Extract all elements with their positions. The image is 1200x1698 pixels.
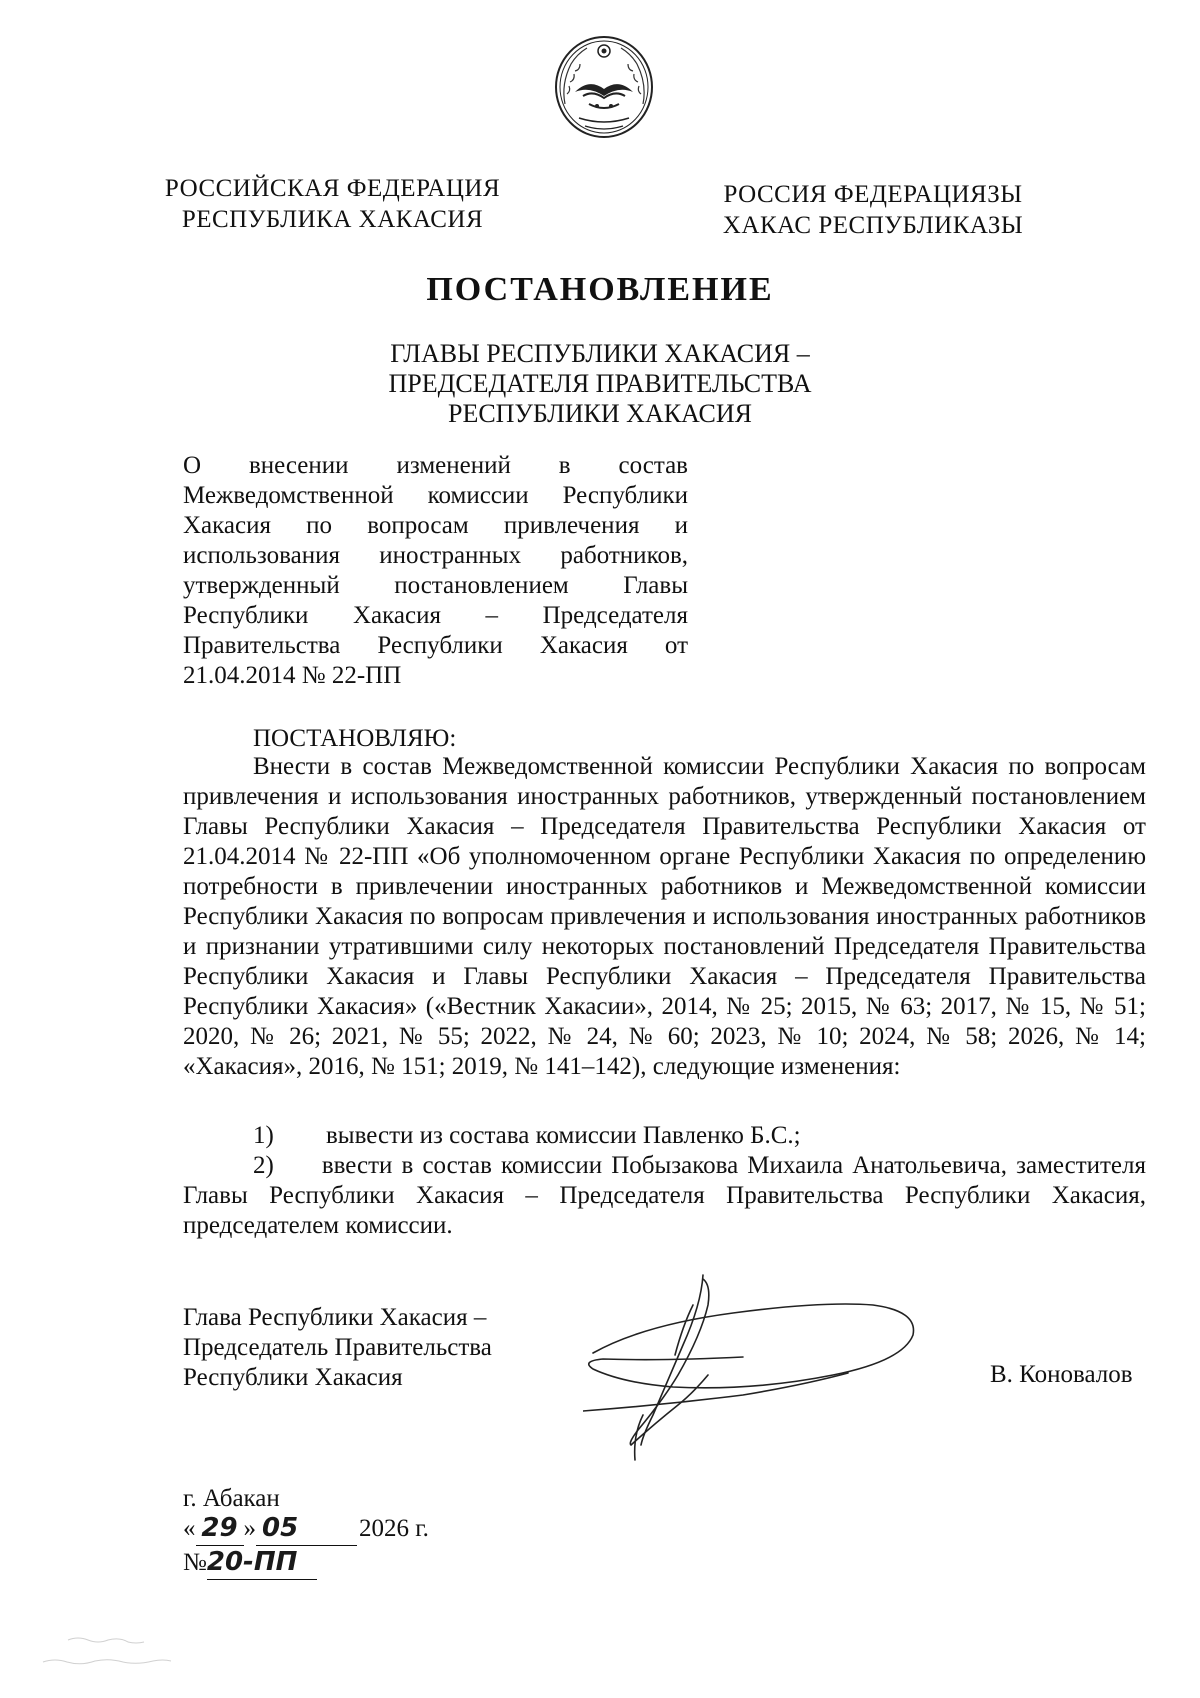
signer-title-line-2: Председатель Правительства [183, 1334, 492, 1361]
header-left [160, 173, 505, 235]
header-right [712, 179, 1034, 241]
signer-title [183, 1303, 543, 1393]
issuing-authority [300, 339, 900, 429]
document-subject: О внесении изменений в состав Межведомственной комиссии Республики Хакасия по вопросам привлечения и использования иностранных работников, утвержденный постановлением Главы Республики Хакасия – Председателя Правительства Республики Хакасия от 21.04.2014 № 22-ПП [183, 452, 688, 689]
date-year: 2026 г. [359, 1515, 429, 1542]
list-item-number: 1) [253, 1122, 274, 1149]
list-item [183, 1151, 1146, 1241]
date-month: 05 [256, 1511, 357, 1546]
list-item-text: ввести в состав комиссии Побызакова Михаила Анатольевича, заместителя Главы Республики Хакасия – Председателя Правительства Республики Хакасия, председателем комиссии. [183, 1152, 1146, 1239]
number-value: 20-ПП [207, 1545, 317, 1580]
list-item-number: 2) [253, 1152, 274, 1179]
signer-title-line-3: Республики Хакасия [183, 1364, 403, 1391]
amendment-list [183, 1121, 1146, 1241]
document-number [183, 1545, 317, 1579]
document-type-title: ПОСТАНОВЛЕНИЕ [426, 271, 774, 308]
list-item-text: вывести из состава комиссии Павленко Б.С.; [326, 1122, 801, 1149]
header-left-line-1: РОССИЙСКАЯ ФЕДЕРАЦИЯ [164, 175, 501, 202]
header-right-line-1: РОССИЯ ФЕДЕРАЦИЯЗЫ [723, 181, 1023, 208]
date-quote-close: » [243, 1515, 256, 1542]
signer-name: В. Коновалов [990, 1361, 1133, 1388]
body-paragraph: Внести в состав Межведомственной комиссии Республики Хакасия по вопросам привлечения и использования иностранных работников, утвержденный постановлением Главы Республики Хакасия – Председателя Правительства Республики Хакасия от 21.04.2014 № 22-ПП «Об уполномоченном органе Республики Хакасия по определению потребности в привлечении иностранных работников и Межведомственной комиссии Республики Хакасия по вопросам привлечения и использования иностранных работников и признании утратившими силу некоторых постановлений Председателя Правительства Республики Хакасия и Главы Республики Хакасия – Председателя Правительства Республики Хакасия» («Вестник Хакасии», 2014, № 25; 2015, № 63; 2017, № 15, № 51; 2020, № 26; 2021, № 55; 2022, № 24, № 60; 2023, № 10; 2024, № 58; 2026, № 14; «Хакасия», 2016, № 151; 2019, № 141–142), следующие изменения: [183, 753, 1146, 1080]
header-right-line-2: ХАКАС РЕСПУБЛИКАЗЫ [722, 212, 1024, 239]
decree-word: ПОСТАНОВЛЯЮ: [253, 725, 457, 752]
date-quote-open: « [183, 1515, 196, 1542]
authority-line-3: РЕСПУБЛИКИ ХАКАСИЯ [447, 399, 752, 428]
faint-stamp-mark [38, 1628, 188, 1678]
coat-of-arms-icon [553, 34, 655, 140]
list-item [183, 1121, 1146, 1151]
city: г. Абакан [183, 1485, 280, 1512]
number-prefix: № [183, 1549, 207, 1576]
date-day: 29 [196, 1511, 244, 1546]
header-left-line-2: РЕСПУБЛИКА ХАКАСИЯ [181, 206, 484, 233]
signer-title-line-1: Глава Республики Хакасия – [183, 1304, 487, 1331]
authority-line-2: ПРЕДСЕДАТЕЛЯ ПРАВИТЕЛЬСТВА [388, 369, 812, 398]
handwritten-signature [583, 1265, 963, 1465]
signing-date [183, 1511, 483, 1545]
authority-line-1: ГЛАВЫ РЕСПУБЛИКИ ХАКАСИЯ – [390, 339, 810, 368]
